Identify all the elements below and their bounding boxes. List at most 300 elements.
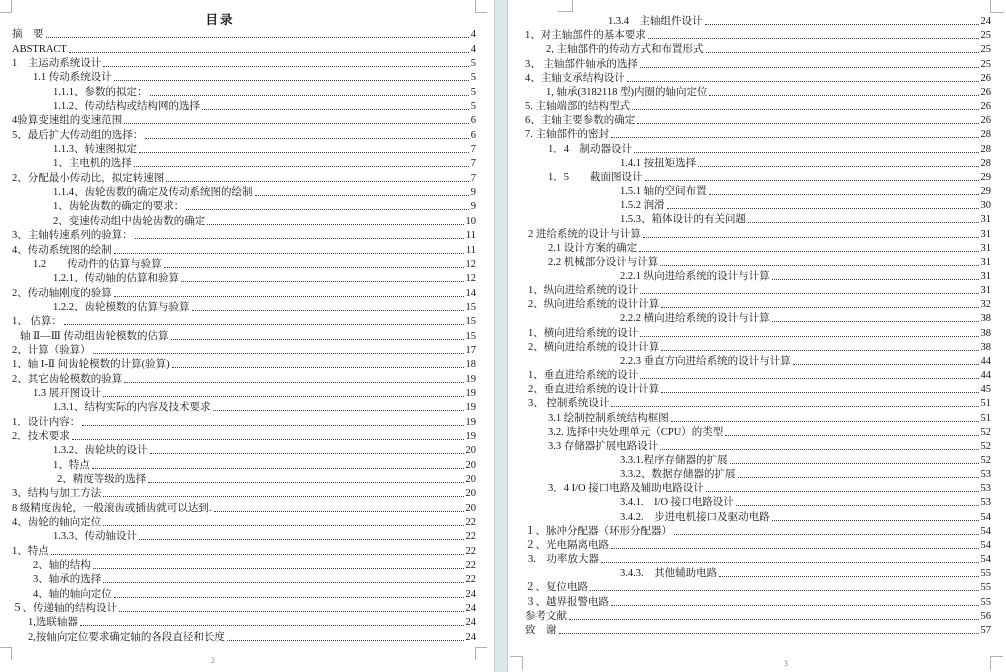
toc-entry[interactable] — [0, 615, 476, 629]
toc-entry-text: 2、变速传动组中齿轮齿数的确定 — [53, 215, 206, 227]
dot-leader — [634, 152, 979, 153]
toc-entry[interactable] — [0, 328, 476, 342]
dot-leader — [660, 265, 978, 266]
toc-entry-text: 2.1 设计方案的确定 — [548, 242, 638, 254]
toc-entry-text: 1.1.2、传动结构或结构网的选择 — [53, 101, 200, 113]
toc-entry[interactable] — [508, 56, 991, 70]
toc-entry-text: 1.5.2 润滑 — [620, 200, 665, 212]
text-boundary-corner-mark — [475, 0, 487, 13]
dot-leader — [660, 449, 978, 450]
toc-entry[interactable] — [0, 457, 476, 471]
toc-entry-text: 2, 主轴部件的传动方式和布置形式 — [546, 44, 704, 56]
toc-entry-text: 摘 要 — [12, 29, 44, 41]
dot-leader — [92, 468, 464, 469]
toc-entry-text: 4验算变速组的变速范围 — [12, 115, 123, 127]
toc-entry-page-number: 6 — [470, 115, 476, 127]
toc-entry-text: 3．4 I/O 接口电路及辅助电路设计 — [548, 483, 704, 495]
toc-entry[interactable] — [508, 368, 991, 382]
dot-leader — [145, 138, 469, 139]
toc-entry[interactable] — [0, 127, 476, 141]
text-boundary-corner-mark — [0, 0, 12, 13]
toc-entry-text: 3.4.3. 其他辅助电路 — [620, 568, 718, 580]
toc-entry[interactable] — [0, 586, 476, 600]
dot-leader — [709, 95, 978, 96]
toc-entry[interactable] — [508, 481, 991, 495]
dot-leader — [772, 520, 979, 521]
toc-entry-page-number: 56 — [980, 610, 991, 622]
toc-entry-page-number: 6 — [470, 129, 476, 141]
toc-entry[interactable] — [508, 425, 991, 439]
toc-entry-text: 1.5.3、箱体设计的有关问题 — [620, 214, 746, 226]
toc-entry[interactable] — [508, 127, 991, 141]
toc-entry[interactable] — [0, 572, 476, 586]
toc-entry-text: 1.3.4 主轴组件设计 — [608, 16, 703, 28]
toc-title[interactable]: 目录 — [205, 13, 235, 27]
toc-entry-page-number: 31 — [980, 270, 991, 282]
toc-entry-text: 1.2.1、传动轴的估算和验算 — [53, 273, 179, 285]
toc-entry-page-number: 15 — [465, 316, 476, 328]
toc-entry-text: 1.2.2、齿轮模数的估算与验算 — [53, 301, 190, 313]
toc-entry[interactable] — [508, 42, 991, 56]
toc-entry[interactable] — [0, 228, 476, 242]
dot-leader — [611, 406, 978, 407]
toc-entry-page-number: 11 — [465, 244, 476, 256]
toc-entry-page-number: 24 — [465, 588, 476, 600]
toc-entry-page-number: 55 — [980, 582, 991, 594]
toc-entry-text: 2、横向进给系统的设计计算 — [528, 341, 660, 353]
dot-leader — [69, 52, 469, 53]
toc-entry[interactable] — [508, 283, 991, 297]
toc-entry-text: 2、传动轴刚度的验算 — [12, 287, 112, 299]
dot-leader — [709, 194, 979, 195]
toc-entry[interactable] — [0, 113, 476, 127]
toc-entry-page-number: 54 — [980, 511, 991, 523]
toc-entry-page-number: 19 — [465, 387, 476, 399]
page-number-footer: 3 — [784, 659, 788, 668]
toc-entry-text: 1、特点 — [12, 545, 49, 557]
dot-leader — [590, 590, 979, 591]
toc-entry[interactable] — [0, 486, 476, 500]
dot-leader — [172, 367, 464, 368]
toc-entry-text: 4、轴的轴向定位 — [33, 588, 112, 600]
toc-entry-page-number: 26 — [980, 72, 991, 84]
toc-entry[interactable] — [508, 297, 991, 311]
toc-entry[interactable] — [0, 601, 476, 615]
dot-leader — [202, 109, 469, 110]
document-page-3 — [508, 0, 1006, 672]
toc-entry-page-number: 52 — [980, 455, 991, 466]
toc-entry-text: 4、传动系统图的绘制 — [12, 244, 112, 256]
toc-list-left — [0, 27, 476, 644]
toc-entry-page-number: 31 — [980, 214, 991, 226]
toc-entry-text: 7. 主轴部件的密封 — [525, 129, 609, 141]
dot-leader — [150, 453, 464, 454]
toc-entry-page-number: 32 — [980, 299, 991, 311]
toc-entry[interactable] — [508, 113, 991, 127]
toc-entry[interactable] — [0, 156, 476, 170]
toc-entry-page-number: 53 — [980, 483, 991, 495]
toc-entry-page-number: 24 — [465, 617, 476, 629]
toc-entry-text: 4、主轴支承结构设计 — [525, 72, 625, 84]
dot-leader — [748, 222, 979, 223]
dot-leader — [80, 625, 464, 626]
toc-entry-page-number: 25 — [980, 44, 991, 56]
toc-entry[interactable] — [0, 543, 476, 557]
toc-entry-page-number: 31 — [980, 242, 991, 254]
text-boundary-corner-mark — [558, 0, 573, 12]
dot-leader — [640, 293, 978, 294]
dot-leader — [643, 237, 979, 238]
toc-entry-text: 2,按轴向定位要求确定轴的各段直径和长度 — [28, 631, 225, 643]
toc-entry-text: 8 级精度齿轮，一般滚齿或插齿就可以达到. — [12, 502, 212, 514]
toc-entry-text: 1、齿轮齿数的确定的要求： — [53, 201, 185, 213]
toc-entry-text: 2、精度等级的选择 — [57, 474, 147, 485]
dot-leader — [772, 279, 979, 280]
dot-leader — [166, 181, 469, 182]
dot-leader — [46, 37, 469, 38]
toc-entry-page-number: 29 — [980, 171, 991, 183]
toc-entry[interactable] — [0, 443, 476, 457]
dot-leader — [698, 166, 978, 167]
toc-entry-page-number: 54 — [980, 525, 991, 537]
toc-entry-text: 3.1 绘制控制系统结构框图 — [548, 412, 669, 424]
toc-entry-text: 3.3.2、数据存储器的扩展 — [620, 469, 736, 481]
toc-entry-text: 1、垂直进给系统的设计 — [528, 370, 639, 382]
toc-entry-text: 2．技术要求 — [12, 430, 70, 442]
toc-entry-text: ３、越界报警电路 — [525, 596, 609, 608]
toc-entry[interactable] — [0, 472, 476, 486]
toc-entry[interactable] — [508, 538, 991, 552]
toc-entry[interactable] — [508, 241, 991, 255]
toc-entry-text: 2.2 机械部分设计与计算 — [548, 256, 659, 268]
toc-entry-text: 2、其它齿轮模数的验算 — [12, 373, 123, 385]
toc-entry[interactable] — [0, 170, 476, 184]
dot-leader — [93, 353, 464, 354]
toc-entry[interactable] — [508, 382, 991, 396]
toc-entry-page-number: 7 — [470, 144, 476, 156]
toc-entry[interactable] — [508, 594, 991, 608]
toc-entry[interactable] — [0, 99, 476, 113]
toc-entry[interactable] — [0, 70, 476, 84]
toc-entry[interactable] — [508, 170, 991, 184]
toc-entry[interactable] — [0, 400, 476, 414]
toc-entry-text: 3、 控制系统设计 — [528, 398, 610, 410]
toc-entry-text: 3.3.1.程序存储器的扩展 — [620, 455, 728, 466]
dot-leader — [213, 410, 464, 411]
dot-leader — [793, 364, 979, 365]
toc-entry-page-number: 4 — [470, 43, 476, 55]
toc-entry-page-number: 54 — [980, 539, 991, 551]
toc-entry-text: 1、主电机的选择 — [53, 158, 132, 170]
toc-entry-page-number: 22 — [465, 560, 476, 572]
toc-entry[interactable] — [508, 184, 991, 198]
toc-entry-text: 1．5 截面图设计 — [548, 171, 643, 183]
page-gap — [494, 0, 508, 672]
dot-leader — [627, 81, 979, 82]
dot-leader — [705, 24, 979, 25]
toc-entry-text: 3、 主轴部件轴承的选择 — [525, 58, 638, 70]
toc-entry-page-number: 26 — [980, 101, 991, 113]
dot-leader — [569, 619, 979, 620]
toc-entry-text: 1.2 传动件的估算与验算 — [33, 258, 162, 270]
toc-entry-text: 2.2.3 垂直方向进给系统的设计与计算 — [620, 355, 791, 367]
toc-entry-text: 1．4 制动器设计 — [548, 143, 632, 155]
toc-entry-text: 5、最后扩大传动组的选择： — [12, 129, 144, 141]
toc-entry[interactable] — [0, 371, 476, 385]
toc-entry-page-number: 18 — [465, 359, 476, 371]
toc-entry-text: 1、纵向进给系统的设计 — [528, 285, 639, 297]
toc-entry-page-number: 9 — [470, 187, 476, 199]
dot-leader — [640, 378, 978, 379]
toc-entry-text: 1、特点 — [53, 459, 90, 471]
toc-entry[interactable] — [508, 495, 991, 509]
toc-entry[interactable] — [0, 429, 476, 443]
text-boundary-corner-mark — [475, 647, 487, 660]
toc-entry-text: 1、轴 I-Ⅱ 间齿轮模数的计算(验算) — [12, 359, 170, 371]
dot-leader — [124, 123, 469, 124]
toc-entry-page-number: 26 — [980, 115, 991, 127]
text-boundary-corner-mark — [0, 647, 12, 660]
toc-entry-page-number: 55 — [980, 596, 991, 608]
toc-entry[interactable] — [508, 99, 991, 113]
toc-entry-text: 1.4.1 按扭矩选择 — [620, 157, 697, 169]
toc-entry[interactable] — [508, 623, 991, 637]
toc-entry[interactable] — [508, 269, 991, 283]
toc-entry[interactable] — [0, 629, 476, 643]
toc-entry-page-number: 5 — [470, 72, 476, 84]
toc-entry[interactable] — [508, 524, 991, 538]
toc-entry-page-number: 4 — [470, 29, 476, 41]
toc-entry[interactable] — [0, 343, 476, 357]
toc-entry[interactable] — [508, 340, 991, 354]
toc-entry[interactable] — [0, 314, 476, 328]
toc-entry-page-number: 31 — [980, 228, 991, 240]
text-boundary-corner-mark — [510, 656, 523, 670]
toc-entry-text: 1.1 传动系统设计 — [33, 72, 112, 84]
toc-entry[interactable] — [0, 300, 476, 314]
toc-entry-text: 1、 估算： — [12, 316, 62, 328]
dot-leader — [736, 505, 979, 506]
toc-entry-text: 1.3.2、齿轮块的设计 — [53, 445, 148, 457]
toc-entry-page-number: 28 — [980, 157, 991, 169]
toc-entry[interactable] — [0, 242, 476, 256]
dot-leader — [637, 123, 978, 124]
toc-entry-text: 2、轴的结构 — [33, 560, 91, 572]
toc-entry-page-number: 31 — [980, 256, 991, 268]
toc-entry[interactable] — [0, 285, 476, 299]
toc-entry[interactable] — [0, 529, 476, 543]
toc-entry[interactable] — [508, 439, 991, 453]
toc-entry-page-number: 5 — [470, 86, 476, 98]
toc-entry[interactable] — [508, 156, 991, 170]
dot-leader — [124, 382, 463, 383]
toc-entry[interactable] — [508, 509, 991, 523]
toc-entry[interactable] — [508, 212, 991, 226]
toc-entry-page-number: 52 — [980, 426, 991, 438]
toc-entry-text: 1、对主轴部件的基本要求 — [525, 30, 646, 42]
dot-leader — [719, 576, 978, 577]
dot-leader — [661, 307, 978, 308]
toc-entry-page-number: 14 — [465, 287, 476, 299]
toc-entry-text: 3. 功率放大器 — [528, 554, 599, 566]
toc-entry-page-number: 53 — [980, 497, 991, 509]
toc-entry-text: 1．设计内容： — [12, 416, 81, 428]
dot-leader — [706, 52, 979, 53]
toc-entry-text: 1、横向进给系统的设计 — [528, 327, 639, 339]
toc-entry[interactable] — [0, 271, 476, 285]
document-page-2 — [0, 0, 494, 672]
toc-entry-page-number: 44 — [980, 370, 991, 382]
toc-entry[interactable] — [0, 257, 476, 271]
toc-entry[interactable] — [508, 552, 991, 566]
dot-leader — [114, 80, 469, 81]
dot-leader — [114, 253, 464, 254]
toc-entry[interactable] — [0, 213, 476, 227]
toc-entry[interactable] — [0, 515, 476, 529]
toc-entry[interactable] — [0, 56, 476, 70]
toc-entry[interactable] — [508, 85, 991, 99]
toc-entry-text: 轴 Ⅱ—Ⅲ 传动组齿轮模数的估算 — [20, 330, 169, 342]
toc-entry-page-number: 24 — [465, 631, 476, 643]
dot-leader — [150, 95, 469, 96]
toc-entry-page-number: 51 — [980, 412, 991, 424]
dot-leader — [192, 310, 464, 311]
dot-leader — [738, 477, 979, 478]
dot-leader — [611, 137, 979, 138]
dot-leader — [114, 597, 464, 598]
toc-entry[interactable] — [508, 566, 991, 580]
toc-entry[interactable] — [508, 410, 991, 424]
toc-entry-text: 3、主轴转速系列的验算： — [12, 230, 133, 242]
toc-entry[interactable] — [508, 198, 991, 212]
toc-entry-text: 1 主运动系统设计 — [12, 58, 102, 70]
toc-entry-page-number: 15 — [465, 330, 476, 342]
toc-entry-text: 3、结构与加工方法 — [12, 488, 102, 500]
toc-entry-text: ５、传递轴的结构设计 — [12, 603, 117, 615]
dot-leader — [632, 109, 979, 110]
toc-entry[interactable] — [0, 357, 476, 371]
dot-leader — [119, 611, 464, 612]
dot-leader — [667, 208, 979, 209]
toc-entry[interactable] — [0, 41, 476, 55]
toc-entry-text: 2.2.1 纵向进给系统的设计与计算 — [620, 270, 770, 282]
toc-entry[interactable] — [508, 580, 991, 594]
toc-entry-page-number: 26 — [980, 86, 991, 98]
toc-entry-page-number: 20 — [465, 488, 476, 500]
toc-entry-page-number: 54 — [980, 554, 991, 566]
toc-entry[interactable] — [508, 325, 991, 339]
toc-entry-page-number: 29 — [980, 186, 991, 198]
dot-leader — [227, 640, 464, 641]
toc-entry-text: 6、主轴主要参数的确定 — [525, 115, 636, 127]
toc-entry-text: 2、垂直进给系统的设计计算 — [528, 384, 660, 396]
toc-entry[interactable] — [508, 14, 991, 28]
toc-entry-page-number: 55 — [980, 568, 991, 580]
toc-entry-page-number: 38 — [980, 327, 991, 339]
dot-leader — [186, 209, 469, 210]
dot-leader — [72, 439, 464, 440]
dot-leader — [103, 525, 463, 526]
toc-entry-page-number: 45 — [980, 384, 991, 396]
toc-entry-page-number: 7 — [470, 158, 476, 170]
toc-entry-page-number: 52 — [980, 440, 991, 452]
dot-leader — [82, 425, 463, 426]
toc-entry-page-number: 28 — [980, 143, 991, 155]
toc-entry[interactable] — [508, 226, 991, 240]
toc-entry-page-number: 20 — [465, 459, 476, 471]
toc-entry-page-number: 5 — [470, 101, 476, 113]
toc-entry[interactable] — [508, 609, 991, 623]
toc-entry[interactable] — [508, 396, 991, 410]
toc-entry-page-number: 19 — [465, 430, 476, 442]
dot-leader — [51, 554, 464, 555]
dot-leader — [148, 482, 463, 483]
toc-entry[interactable] — [0, 142, 476, 156]
dot-leader — [255, 195, 469, 196]
dot-leader — [164, 267, 464, 268]
toc-entry-page-number: 20 — [465, 445, 476, 457]
toc-entry[interactable] — [508, 141, 991, 155]
toc-entry-page-number: 15 — [465, 301, 476, 313]
dot-leader — [648, 38, 979, 39]
dot-leader — [134, 166, 469, 167]
toc-entry-page-number: 17 — [465, 344, 476, 356]
toc-entry[interactable] — [0, 386, 476, 400]
toc-entry-text: 1.3 展开图设计 — [33, 387, 102, 399]
dot-leader — [706, 491, 979, 492]
dot-leader — [114, 296, 464, 297]
toc-entry-page-number: 22 — [465, 517, 476, 529]
dot-leader — [661, 350, 978, 351]
toc-entry-page-number: 57 — [980, 624, 991, 636]
toc-entry-text: 3.3 存储器扩展电路设计 — [548, 440, 659, 452]
dot-leader — [645, 180, 979, 181]
toc-entry[interactable] — [0, 84, 476, 98]
toc-entry-page-number: 20 — [465, 502, 476, 514]
toc-entry-text: ２、光电隔离电路 — [525, 539, 609, 551]
toc-entry[interactable] — [0, 27, 476, 41]
toc-entry-text: 1.3.1、结构实际的内容及技术要求 — [53, 402, 211, 414]
toc-entry-text: 2.2.2 横向进给系统的设计与计算 — [620, 313, 770, 325]
toc-entry[interactable] — [508, 255, 991, 269]
toc-entry-text: 2 进给系统的设计与计算 — [528, 228, 641, 240]
dot-leader — [661, 392, 978, 393]
dot-leader — [139, 152, 469, 153]
toc-entry[interactable] — [0, 199, 476, 213]
text-boundary-corner-mark — [990, 656, 1003, 670]
toc-entry[interactable] — [0, 558, 476, 572]
toc-entry[interactable] — [508, 311, 991, 325]
toc-entry[interactable] — [508, 28, 991, 42]
dot-leader — [674, 534, 979, 535]
toc-entry-page-number: 24 — [465, 603, 476, 615]
toc-entry-page-number: 22 — [465, 531, 476, 543]
toc-entry[interactable] — [508, 354, 991, 368]
toc-entry-text: 2、纵向进给系统的设计计算 — [528, 299, 660, 311]
toc-entry-page-number: 44 — [980, 355, 991, 367]
toc-entry-text: 3.4.2. 步进电机接口及驱动电路 — [620, 511, 770, 523]
toc-entry[interactable] — [508, 71, 991, 85]
dot-leader — [64, 324, 464, 325]
toc-entry-text: 1.3.3、传动轴设计 — [53, 531, 137, 543]
dot-leader — [103, 396, 463, 397]
toc-entry[interactable] — [508, 467, 991, 481]
toc-entry[interactable] — [508, 453, 991, 467]
toc-entry[interactable] — [0, 500, 476, 514]
toc-entry-text: 参考文献 — [525, 610, 567, 622]
toc-entry[interactable] — [0, 414, 476, 428]
toc-entry[interactable] — [0, 185, 476, 199]
